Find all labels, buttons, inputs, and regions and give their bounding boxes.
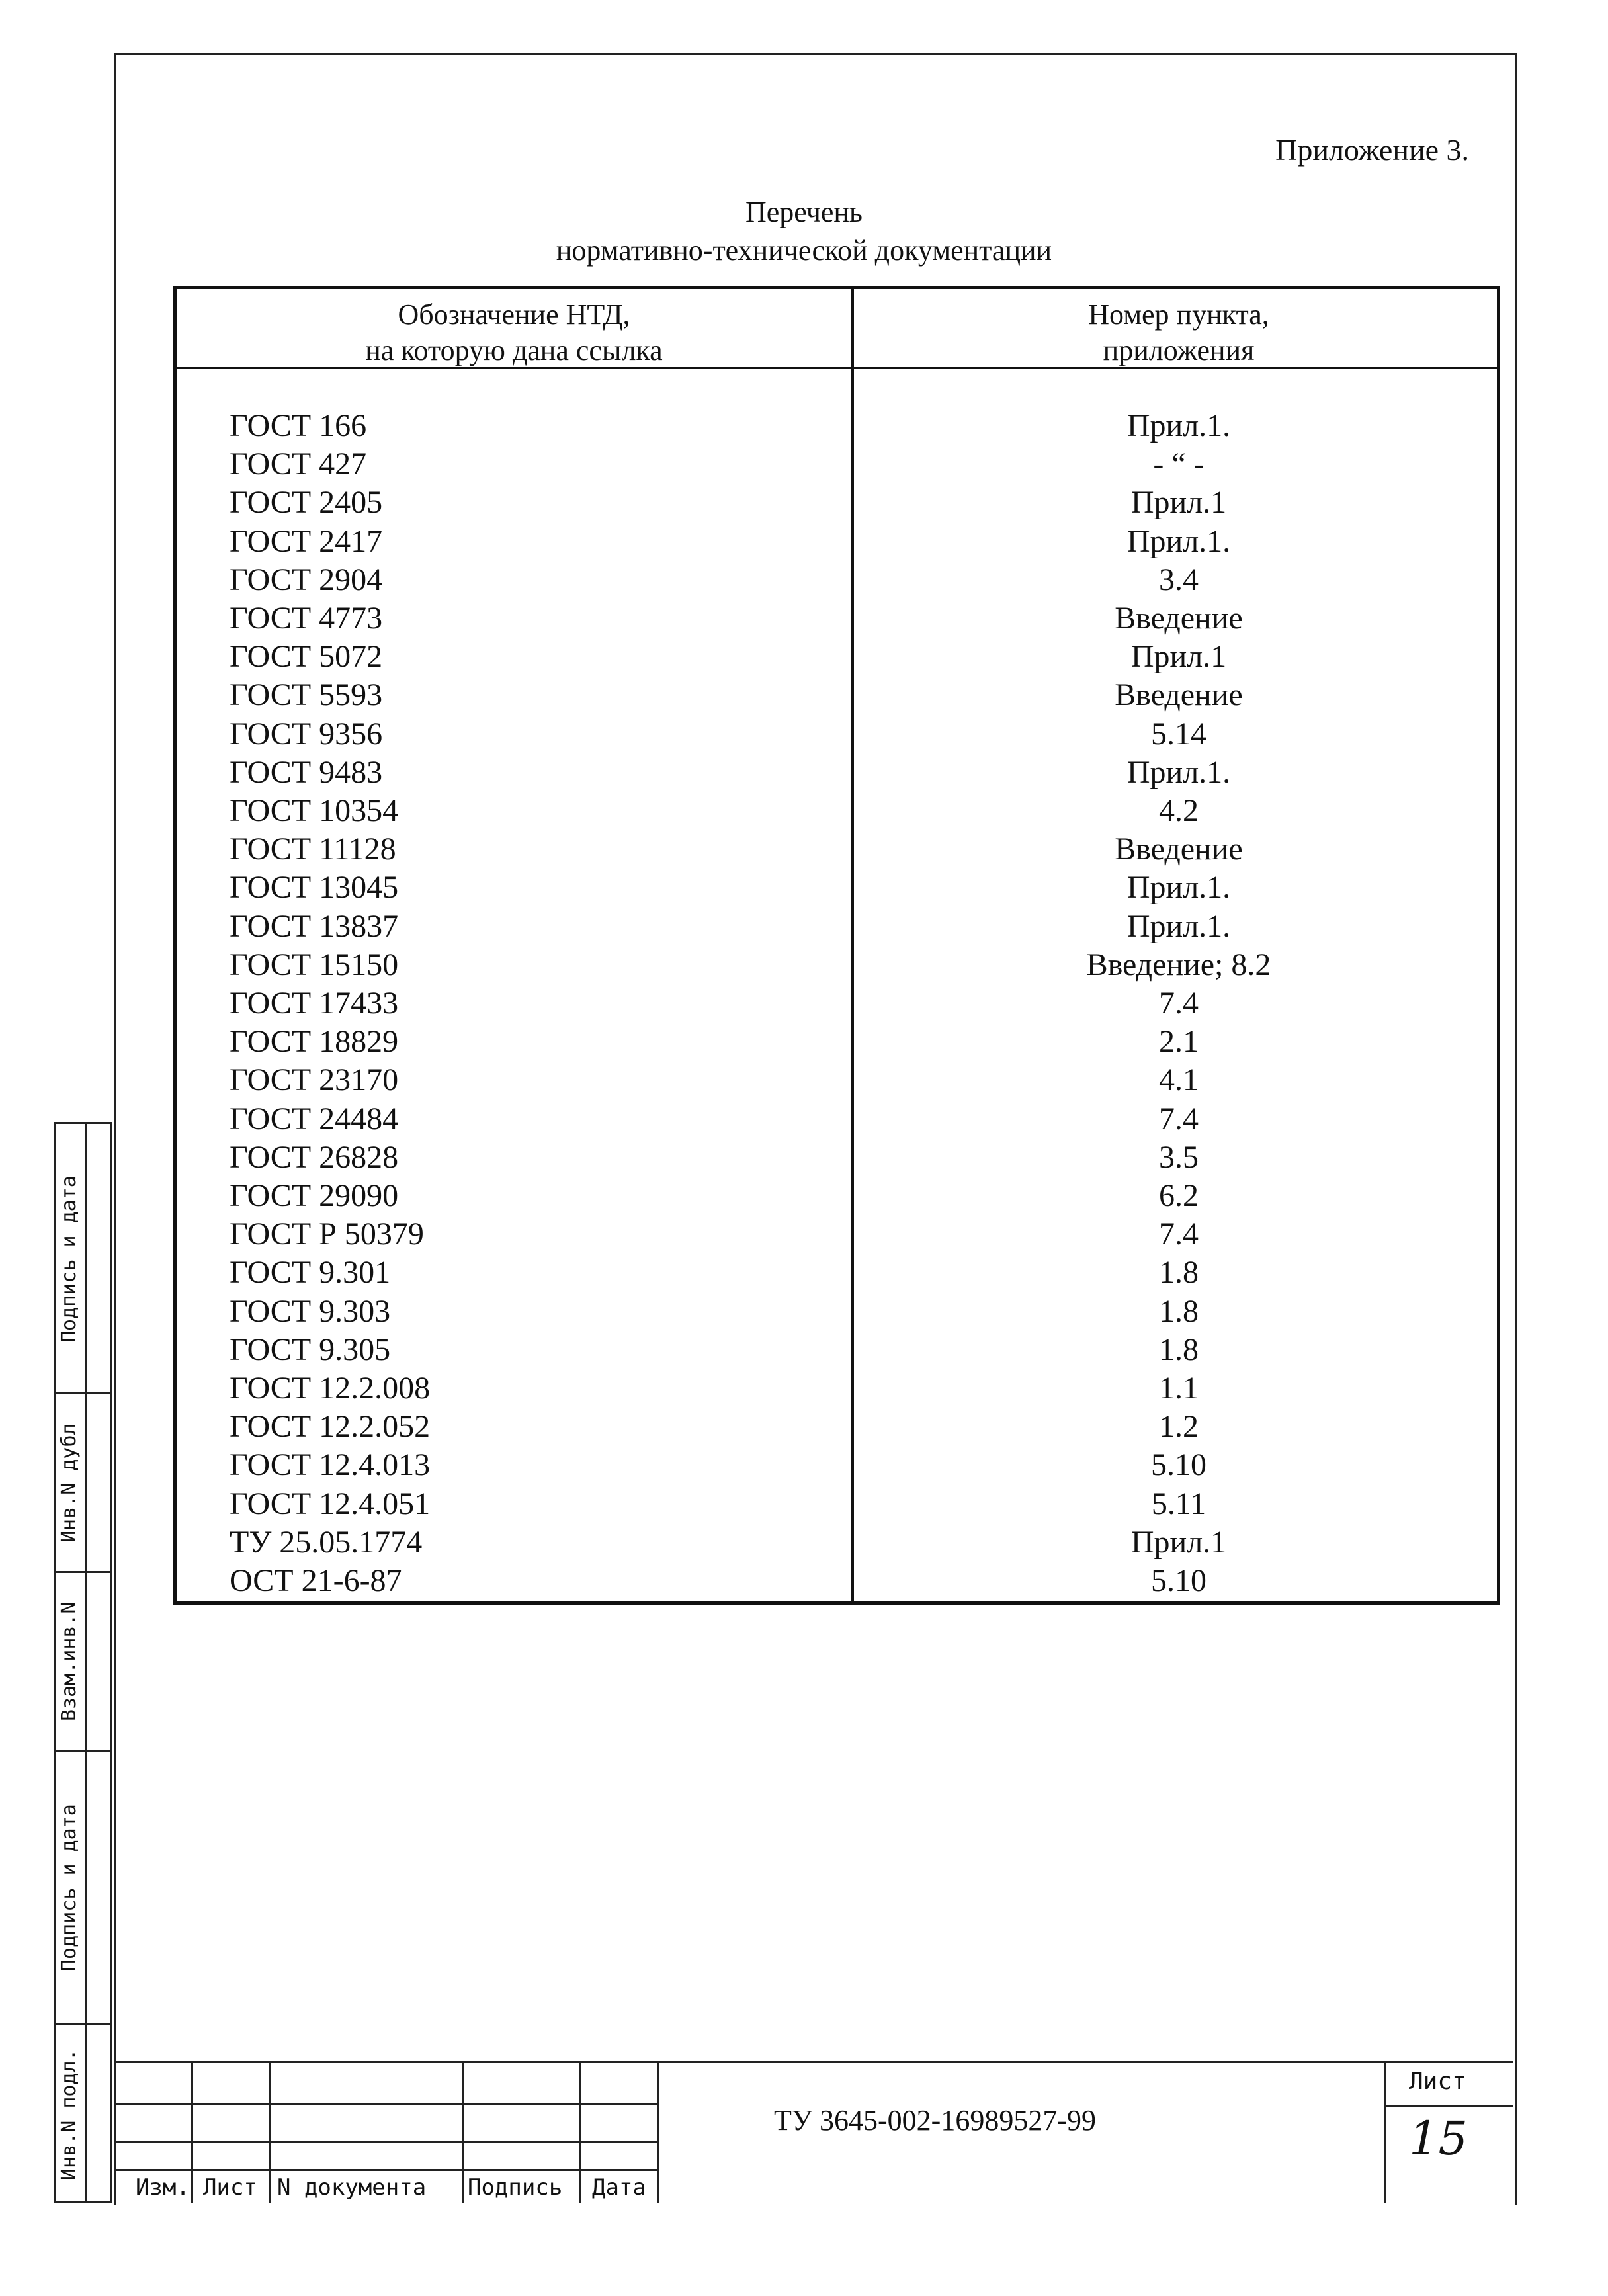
row-doc-designation: ГОСТ 26828 — [230, 1140, 399, 1175]
row-doc-designation: ГОСТ 17433 — [230, 986, 399, 1021]
row-clause-ref: 5.11 — [1151, 1486, 1206, 1521]
header-clause-line1: Номер пункта, — [1088, 298, 1269, 331]
document-code: ТУ 3645-002-16989527-99 — [774, 2104, 1096, 2137]
row-doc-designation: ГОСТ 9356 — [230, 716, 383, 751]
row-doc-designation: ОСТ 21-6-87 — [230, 1563, 402, 1598]
header-doc-designation — [177, 297, 851, 368]
row-clause-ref: Прил.1. — [1126, 524, 1231, 559]
row-doc-designation: ГОСТ 2417 — [230, 524, 383, 559]
row-doc-designation: ГОСТ 9.303 — [230, 1294, 391, 1329]
row-doc-designation: ГОСТ 23170 — [230, 1062, 399, 1097]
row-doc-designation: ГОСТ 9483 — [230, 755, 383, 790]
header-clause-number — [854, 297, 1503, 368]
row-clause-ref: 4.1 — [1159, 1062, 1199, 1097]
row-clause-ref: 5.10 — [1151, 1447, 1206, 1482]
row-clause-ref: Прил.1 — [1130, 485, 1227, 520]
row-clause-ref: Прил.1. — [1126, 870, 1231, 905]
header-doc-line2: на которую дана ссылка — [365, 334, 663, 366]
tb-hline — [1384, 2105, 1513, 2107]
row-clause-ref: 3.5 — [1159, 1140, 1199, 1175]
row-doc-designation: ГОСТ 427 — [230, 446, 367, 482]
row-doc-designation: ГОСТ 5593 — [230, 677, 383, 712]
stamp-divider — [56, 1750, 110, 1752]
document-title-line2: нормативно-технической документации — [556, 234, 1052, 267]
row-clause-ref: Прил.1. — [1126, 755, 1231, 790]
row-doc-designation: ГОСТ 15150 — [230, 947, 399, 982]
row-clause-ref: 3.4 — [1159, 562, 1199, 597]
row-clause-ref: 1.8 — [1159, 1255, 1199, 1290]
row-doc-designation: ГОСТ 12.2.052 — [230, 1409, 431, 1444]
sheet-number: 15 — [1409, 2111, 1468, 2166]
references-table — [173, 286, 1500, 1605]
tb-col-date: Дата — [592, 2174, 646, 2201]
header-doc-line1: Обозначение НТД, — [398, 298, 630, 331]
row-doc-designation: ГОСТ 5072 — [230, 639, 383, 674]
row-doc-designation: ГОСТ 2904 — [230, 562, 383, 597]
sheet-label: Лист — [1409, 2068, 1466, 2095]
row-clause-ref: 1.8 — [1159, 1332, 1199, 1367]
stamp-divider — [56, 1392, 110, 1394]
row-doc-designation: ГОСТ 29090 — [230, 1178, 399, 1213]
row-doc-designation: ГОСТ 11128 — [230, 831, 396, 867]
row-doc-designation: ГОСТ 2405 — [230, 485, 383, 520]
stamp-divider — [56, 1571, 110, 1573]
row-clause-ref: Прил.1. — [1126, 909, 1231, 944]
tb-vline — [657, 2063, 659, 2203]
stamp-sign-date-2: Подпись и дата — [58, 1804, 81, 1972]
row-clause-ref: Прил.1 — [1130, 1525, 1227, 1560]
row-clause-ref: 7.4 — [1159, 986, 1199, 1021]
row-doc-designation: ГОСТ 10354 — [230, 793, 399, 828]
tb-vline — [462, 2063, 464, 2203]
margin-stamp — [54, 1122, 112, 2203]
row-clause-ref: 1.1 — [1159, 1371, 1199, 1406]
row-doc-designation: ГОСТ 9.301 — [230, 1255, 391, 1290]
header-clause-line2: приложения — [1103, 334, 1255, 366]
row-clause-ref: Прил.1. — [1126, 408, 1231, 443]
tb-vline — [191, 2063, 193, 2203]
tb-hline — [116, 2141, 658, 2143]
row-clause-ref: 1.2 — [1159, 1409, 1199, 1444]
row-doc-designation: ГОСТ 166 — [230, 408, 367, 443]
row-doc-designation: ГОСТ 18829 — [230, 1024, 399, 1059]
row-clause-ref: 6.2 — [1159, 1178, 1199, 1213]
stamp-sign-date-1: Подпись и дата — [58, 1175, 81, 1343]
stamp-divider — [56, 2023, 110, 2025]
row-doc-designation: ГОСТ 24484 — [230, 1101, 399, 1136]
row-doc-designation: ГОСТ 12.2.008 — [230, 1371, 431, 1406]
tb-vline — [579, 2063, 581, 2203]
tb-col-list: Лист — [203, 2174, 257, 2201]
row-clause-ref: Прил.1 — [1130, 639, 1227, 674]
tb-vline — [269, 2063, 271, 2203]
stamp-dup-inv: Инв.N дубл — [58, 1423, 81, 1543]
tb-col-izm: Изм. — [136, 2174, 190, 2201]
tb-col-doc: N документа — [277, 2174, 427, 2201]
row-doc-designation: ГОСТ Р 50379 — [230, 1216, 424, 1252]
document-title-line1: Перечень — [745, 196, 863, 228]
row-clause-ref: 7.4 — [1159, 1101, 1199, 1136]
row-clause-ref: Введение — [1115, 677, 1243, 712]
tb-col-sign: Подпись — [468, 2174, 563, 2201]
row-clause-ref: 5.14 — [1151, 716, 1206, 751]
row-clause-ref: Введение; 8.2 — [1086, 947, 1271, 982]
row-doc-designation: ГОСТ 12.4.013 — [230, 1447, 431, 1482]
row-doc-designation: ГОСТ 13837 — [230, 909, 399, 944]
row-doc-designation: ТУ 25.05.1774 — [230, 1525, 423, 1560]
tb-vline — [1384, 2063, 1386, 2203]
row-clause-ref: 7.4 — [1159, 1216, 1199, 1252]
tb-hline — [116, 2103, 658, 2105]
row-clause-ref: Введение — [1115, 831, 1243, 867]
tb-hline — [116, 2169, 658, 2171]
row-clause-ref: 5.10 — [1151, 1563, 1206, 1598]
row-clause-ref: - “ - — [1153, 446, 1205, 482]
row-clause-ref: 1.8 — [1159, 1294, 1199, 1329]
stamp-orig-inv: Инв.N подл. — [58, 2049, 81, 2181]
row-doc-designation: ГОСТ 13045 — [230, 870, 399, 905]
row-clause-ref: 2.1 — [1159, 1024, 1199, 1059]
row-clause-ref: Введение — [1115, 601, 1243, 636]
row-doc-designation: ГОСТ 9.305 — [230, 1332, 391, 1367]
row-clause-ref: 4.2 — [1159, 793, 1199, 828]
row-doc-designation: ГОСТ 4773 — [230, 601, 383, 636]
row-doc-designation: ГОСТ 12.4.051 — [230, 1486, 431, 1521]
appendix-label: Приложение 3. — [1275, 133, 1469, 167]
stamp-replace-inv: Взам.инв.N — [58, 1601, 81, 1722]
